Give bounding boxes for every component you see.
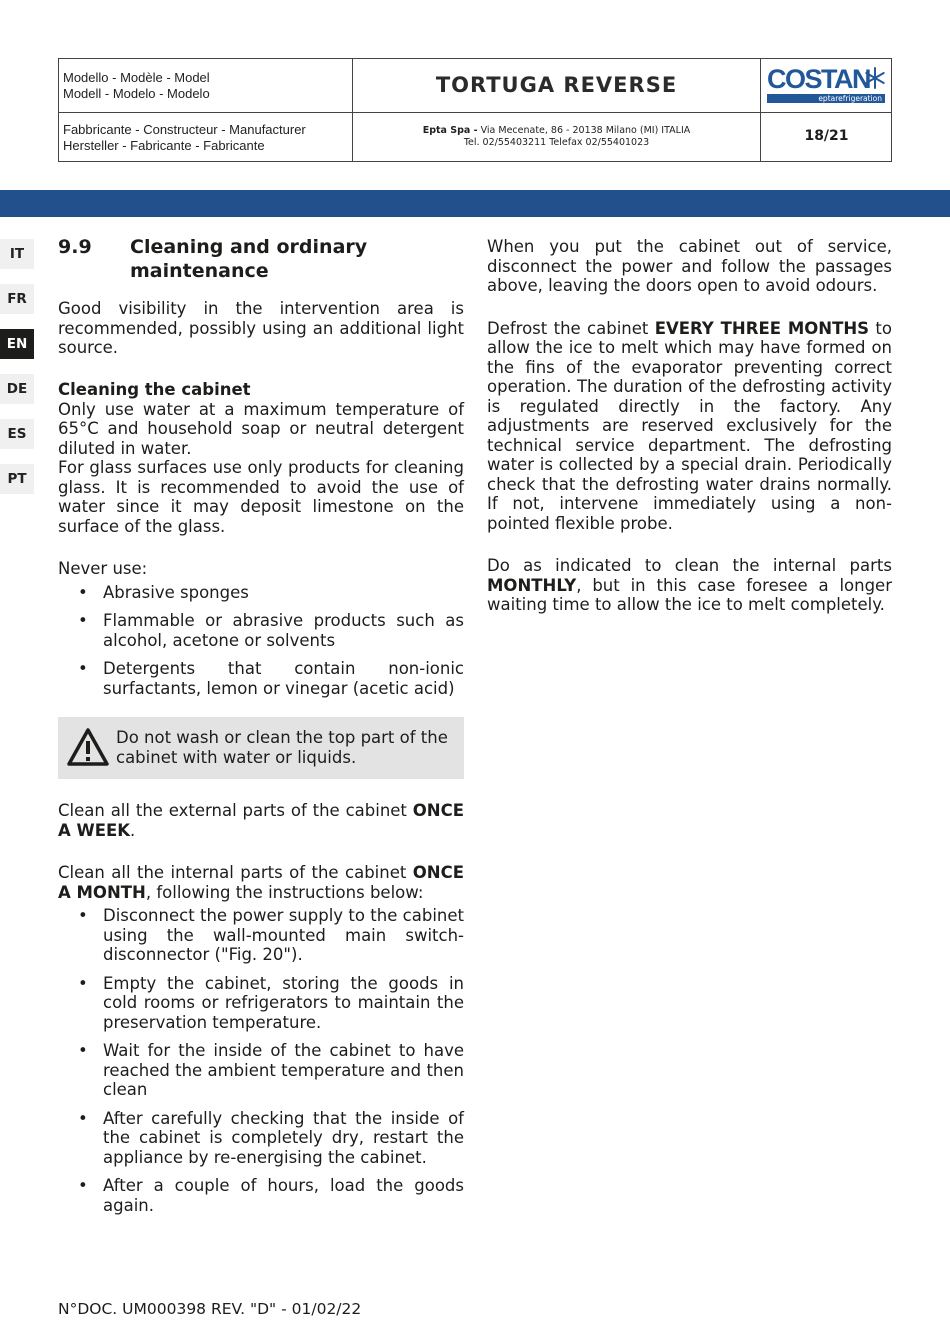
model-title: TORTUGA REVERSE: [435, 73, 678, 97]
lang-tab-pt[interactable]: PT: [0, 464, 34, 494]
manufacturer-label: Fabbricante - Constructeur - Manufacturer Hersteller - Fabricante - Fabricante: [63, 122, 306, 153]
monthly-internal-text: Do as indicated to clean the internal parts MONTHLY, but in this case foresee a longer waiting time to allow the ice to melt completely.: [487, 556, 892, 614]
model-label: Modello - Modèle - Model Modell - Modelo - Modelo: [63, 70, 210, 101]
list-item: • Flammable or abrasive products such as alcohol, acetone or solvents: [58, 611, 464, 650]
cleaning-section: Cleaning the cabinet Only use water at a maximum temperature of 65°C and household soap or neutral detergent diluted in water. For glass surfaces use only products for cleaning glass. It is recommended to avoid the use of water since it may deposit limestone on the surface of the glass.: [58, 380, 464, 536]
lang-tab-en[interactable]: EN: [0, 329, 34, 359]
lang-tab-fr[interactable]: FR: [0, 284, 34, 314]
section-title: Cleaning and ordinary maintenance: [130, 236, 368, 282]
warning-icon: [66, 727, 110, 767]
manufacturer-info: Epta Spa - Via Mecenate, 86 - 20138 Milano (MI) ITALIA Tel. 02/55403211 Telefax 02/55401023: [422, 125, 691, 148]
list-item: • Detergents that contain non-ionic surfactants, lemon or vinegar (acetic acid): [58, 659, 464, 698]
logo-text: COSTAN: [767, 64, 870, 94]
section-number: 9.9: [58, 236, 92, 258]
weekly-text: Clean all the external parts of the cabinet ONCE A WEEK.: [58, 801, 464, 840]
header-band: [0, 190, 950, 217]
list-item: • Abrasive sponges: [58, 583, 464, 603]
logo-subtitle: eptarefrigeration: [767, 94, 885, 103]
document-header: [58, 58, 892, 162]
costan-logo: [761, 59, 892, 112]
never-use-list: [58, 583, 464, 699]
list-item: • Disconnect the power supply to the cabinet using the wall-mounted main switch-disconnector ("Fig. 20").: [58, 906, 464, 965]
lang-tab-it[interactable]: IT: [0, 239, 34, 269]
intro-text: Good visibility in the intervention area is recommended, possibly using an additional light source.: [58, 299, 464, 357]
snowflake-icon: [864, 67, 886, 89]
warning-box: [58, 717, 464, 779]
warning-text: Do not wash or clean the top part of the cabinet with water or liquids.: [116, 728, 448, 767]
list-item: • After a couple of hours, load the goods again.: [58, 1176, 464, 1215]
right-column: [487, 237, 892, 615]
footer-doc-number: N°DOC. UM000398 REV. "D" - 01/02/22: [58, 1300, 362, 1318]
out-of-service-text: When you put the cabinet out of service, disconnect the power and follow the passages above, leaving the doors open to avoid odours.: [487, 237, 892, 295]
defrost-text: Defrost the cabinet EVERY THREE MONTHS to allow the ice to melt which may have formed on the fins of the evaporator preventing correct operation. The duration of the defrosting activity is regulated directly in the factory. Any adjustments are reserved exclusively for the technical service department. The defrosting water is collected by a special drain. Periodically check that the defrosting water drains normally. If not, intervene immediately using a non-pointed flexible probe.: [487, 318, 892, 533]
list-item: • Wait for the inside of the cabinet to have reached the ambient temperature and then clean: [58, 1041, 464, 1100]
cleaning-heading: Cleaning the cabinet: [58, 380, 251, 399]
lang-tab-es[interactable]: ES: [0, 419, 34, 449]
monthly-section: Clean all the internal parts of the cabinet ONCE A MONTH, following the instructions below: • Disconnect the power supply to the cabinet using the wall-mounted main switch-disconnector ("Fig. 20"). • Empty the cabinet, storing the goods in cold rooms or refrigerators to maintain the preservation temperature. • Wait for the inside of the cabinet to have reached the ambient temperature and then clean • After carefully checking that the inside of the cabinet is completely dry, restart the appliance by re-energising the cabinet. • After a couple of hours, load the goods again.: [58, 863, 464, 1215]
list-item: • Empty the cabinet, storing the goods in cold rooms or refrigerators to maintain the preservation temperature.: [58, 974, 464, 1033]
page-number: 18/21: [804, 128, 849, 144]
lang-tab-de[interactable]: DE: [0, 374, 34, 404]
never-use-section: Never use: • Abrasive sponges • Flammable or abrasive products such as alcohol, acetone or solvents • Detergents that contain non-ionic surfactants, lemon or vinegar (acetic acid): [58, 559, 464, 698]
steps-list: [58, 906, 464, 1215]
list-item: • After carefully checking that the inside of the cabinet is completely dry, restart the appliance by re-energising the cabinet.: [58, 1109, 464, 1168]
